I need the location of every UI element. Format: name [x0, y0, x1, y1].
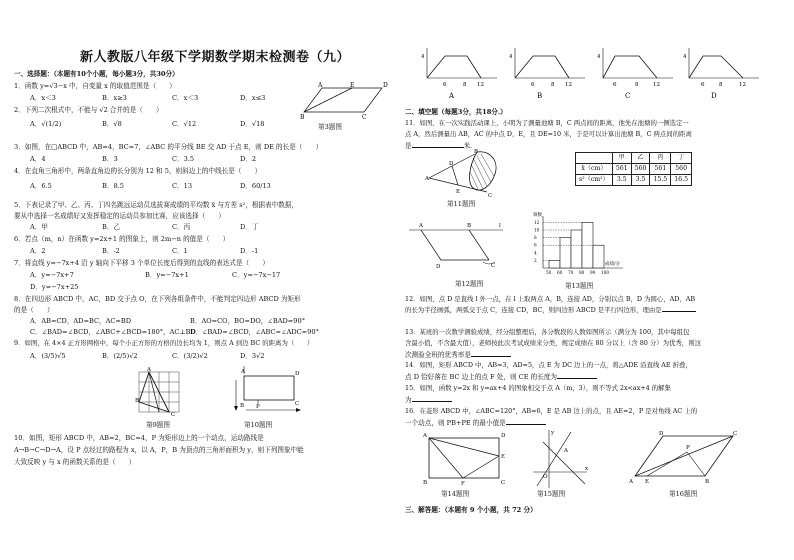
q8-option-c: C．∠BAD=∠BCD，∠ABC+∠BCD=180°，AC⊥BD — [30, 328, 196, 336]
fig14-label-a: A — [423, 433, 427, 439]
q14-answer-blank — [557, 378, 597, 379]
fig14-label-b: B — [423, 480, 428, 486]
q8-stem-line1: 8．在四边形 ABCD 中，AC，BD 交于点 O，在下列各组条件中，不能判定四边形 ABCD 为矩形 — [14, 295, 301, 303]
fig12-label-a: A — [419, 223, 423, 229]
q11-stem-line2: 点 A，然后测量出 AB，AC 的中点 D，E，且 DE=10 米，于是可以计算出池塘 B，C 两点间的距离 — [405, 130, 692, 138]
fig10-label-b: B — [240, 403, 245, 409]
q10-stem-line3: 大致反映 y 与 x 的函数关系的是（ ） — [14, 458, 136, 466]
q5-option-c: C．丙 — [172, 223, 191, 231]
q5-stem-line1: 5．下表记录了甲、乙、丙、丁四名跳远运动员选拔赛成绩的平均数 x̄ 与方差 s²，根据表中数据， — [14, 201, 298, 209]
graph-a-label: A — [449, 92, 455, 100]
fig11-label-a: A — [425, 176, 429, 182]
fig12-label-c: C — [491, 263, 496, 269]
fig15-linear-graphs — [529, 428, 591, 490]
q2-option-c: C．√12 — [172, 120, 197, 128]
hist-x-tick: 80 — [579, 270, 585, 275]
q7-option-d: D．y=−7x+25 — [30, 283, 79, 291]
q10-stem-line2: A→B→C→D→A，设 P 点经过的路程为 x，以 A，P，B 为顶点的三角形面积为 y，则下列图象中能 — [14, 446, 304, 454]
athlete-stats-table — [575, 152, 692, 186]
fig12-label-b: B — [467, 223, 472, 229]
hist-y-tick: 12 — [534, 219, 540, 225]
graph-c-tick-6: 6 — [613, 82, 617, 88]
fig3-label-e: E — [350, 82, 355, 89]
q10-graph-b — [509, 48, 585, 100]
q5-option-b: B．乙 — [102, 223, 121, 231]
hist-y-tick: 6 — [534, 242, 537, 248]
fig14-label-d: D — [501, 433, 506, 439]
q13-stem-line1: 13．某班的一次数学测验成绩，经分组整理后，各分数段的人数如图所示（满分为 100，其中每组包 — [405, 328, 690, 336]
q13-answer-blank — [471, 356, 511, 357]
table-header-cell: 乙 — [631, 153, 650, 164]
q9-option-c: C．(3/2)√2 — [172, 352, 208, 360]
q14-stem-line1: 14．如图，矩形 ABCD 中，AB=3，AD=5，点 E 为 DC 边上的一点，将△ADE 沿直线 AE 折叠， — [405, 361, 692, 369]
q6-stem: 6．若点（m，n）在函数 y=2x+1 的图象上，则 2m−n 的值是（ ） — [14, 235, 230, 243]
hist-y-tick: 10 — [534, 227, 540, 233]
q15-answer-blank — [412, 401, 452, 402]
hist-y-label: 频数 — [533, 213, 542, 218]
hist-bar — [593, 245, 604, 268]
fig3-label-d: D — [383, 82, 388, 89]
graph-d-tick-8: 8 — [719, 82, 723, 88]
fig14-rectangle-fold — [419, 430, 509, 486]
q9-option-b: B．(2/5)√2 — [102, 352, 138, 360]
q12-stem-line1: 12．如图，点 D 是直线 l 外一点，在 l 上取两点 A，B，连接 AD，分别以点 B，D 为圆心，AD，AB — [405, 295, 696, 303]
right-column — [397, 0, 794, 560]
fig11-label-d: D — [449, 161, 454, 167]
table-cell: 560 — [671, 164, 692, 175]
table-cell: 561 — [612, 164, 631, 175]
hist-x-tick: 70 — [568, 270, 574, 275]
q4-stem: 4．在直角三角形中，两条直角边的长分别为 12 和 5，则斜边上的中线长是（ ） — [14, 167, 262, 175]
graph-b-label: B — [537, 92, 543, 100]
fig10-label-p: P — [256, 404, 260, 410]
q4-option-c: C．13 — [172, 182, 193, 190]
q12-answer-blank — [662, 311, 696, 312]
q4-option-a: A．6.5 — [30, 182, 52, 190]
q2-option-a: A．√(1/2) — [30, 120, 62, 128]
fig9-label-c: C — [171, 412, 176, 418]
q11-stem-tail: 米. — [463, 142, 473, 150]
q3-option-d: D．2 — [240, 155, 257, 163]
q1-option-c: C．x＜3 — [172, 94, 199, 102]
table-cell: 560 — [631, 164, 650, 175]
fig12-construction — [407, 218, 507, 270]
fig15-caption: 第15题图 — [537, 490, 566, 498]
table-cell: 16.5 — [671, 175, 692, 186]
q4-option-b: B．8.5 — [102, 182, 124, 190]
q3-stem: 3．如图，在□ABCD 中，AB=4，BC=7，∠ABC 的平分线 BE 交 AD 于点 E，则 DE 的长是（ ） — [14, 143, 323, 151]
table-cell: 561 — [650, 164, 671, 175]
fig3-label-a: A — [318, 82, 323, 89]
hist-bar — [549, 260, 560, 268]
fig3-label-c: C — [362, 114, 367, 121]
fig11-pond — [425, 148, 505, 198]
hist-y-tick: 8 — [534, 235, 537, 241]
fig14-label-f: F — [461, 481, 465, 487]
q12-stem-text: 的长为半径画弧，两弧交于点 C，连接 CD，BC，则四边形 ABCD 是平行四边形，理由是 — [405, 306, 662, 314]
graph-a-ytick: 4 — [421, 54, 425, 60]
q13-stem-text: 次测验全班的优秀率是 — [405, 351, 471, 359]
page-title: 新人教版八年级下学期数学期末检测卷（九） — [80, 50, 351, 65]
q8-option-d: D．∠BAD=∠BCD，∠ABC=∠ADC=90° — [190, 328, 319, 336]
q3-option-a: A．4 — [30, 155, 46, 163]
fig3-caption: 第3题图 — [318, 123, 342, 131]
q2-stem: 2．下列二次根式中，不能与 √2 合并的是（ ） — [14, 106, 163, 114]
graph-c-tick-8: 8 — [635, 82, 639, 88]
fig16-label-d: D — [659, 431, 664, 437]
section2-header: 二、填空题（每题3分，共18分.） — [405, 108, 507, 116]
fig10-rectangle — [232, 364, 304, 422]
fig15-label-a: A — [564, 448, 568, 454]
fig10-label-c: C — [295, 401, 300, 407]
fig14-caption: 第14题图 — [441, 490, 470, 498]
hist-xticks — [546, 270, 609, 275]
q3-option-b: B．3 — [102, 155, 118, 163]
table-row — [576, 164, 692, 175]
q1-option-a: A．x＜3 — [30, 94, 56, 102]
q13-stem-line2: 含最小值，不含最大值），老师按此次考试成绩来分类，规定成绩在 80 分以上（含 80 分）为优秀，则这 — [405, 339, 701, 347]
fig16-label-b: B — [705, 479, 710, 485]
fig9-label-a: A — [147, 367, 151, 373]
q11-stem-head: 是 — [405, 142, 412, 150]
hist-x-tick: 100 — [601, 270, 609, 275]
fig12-label-d: D — [436, 264, 441, 270]
fig11-label-c: C — [488, 193, 493, 199]
table-header-cell: 丙 — [650, 153, 671, 164]
q7-option-b: B．y=−7x+1 — [145, 271, 189, 279]
table-cell: x̄（cm） — [576, 164, 613, 175]
q1-stem: 1．函数 y=√3−x 中，自变量 x 的取值范围是（ ） — [14, 82, 176, 90]
graph-b-tick-8: 8 — [551, 82, 555, 88]
table-row — [576, 175, 692, 186]
q15-stem-text: 为 — [405, 396, 412, 404]
fig14-label-c: C — [501, 480, 506, 486]
q7-option-a: A．y=−7x+7 — [30, 271, 74, 279]
graph-a-tick-12: 12 — [477, 82, 484, 88]
graph-b-ytick: 4 — [509, 54, 513, 60]
graph-b-tick-6: 6 — [531, 82, 535, 88]
graph-c-label: C — [625, 92, 631, 100]
hist-bar — [560, 238, 571, 268]
fig15-label-o: O — [543, 474, 548, 480]
hist-x-tick: 50 — [546, 270, 552, 275]
hist-x-tick: 90 — [590, 270, 596, 275]
fig11-label-e: E — [456, 189, 461, 195]
q8-stem-line2: 的是（ ） — [14, 306, 54, 314]
q5-option-d: D．丁 — [240, 223, 259, 231]
table-cell: 3.5 — [612, 175, 631, 186]
graph-a-tick-8: 8 — [463, 82, 467, 88]
table-header-cell: 丁 — [671, 153, 692, 164]
fig3-label-b: B — [300, 114, 305, 121]
q6-option-b: B．-2 — [102, 247, 120, 255]
q9-stem: 9．如图，在 4×4 正方形网格中，每个小正方形的方格的边长均为 1，则点 A 到边 BC 的距离为（ ） — [14, 339, 314, 347]
q1-option-d: D．x≤3 — [240, 94, 266, 102]
table-header-cell: 甲 — [612, 153, 631, 164]
hist-bars — [543, 222, 604, 268]
q2-option-d: D．√18 — [240, 120, 265, 128]
graph-d-ytick: 4 — [683, 54, 687, 60]
hist-x-label: 成绩/分 — [605, 262, 621, 267]
q8-option-a: A．AB=CD，AD=BC，AC=BD — [30, 317, 132, 325]
graph-c-tick-12: 12 — [653, 82, 660, 88]
q13-stem-line3 — [405, 351, 511, 359]
q16-stem-line1: 16．在菱形 ABCD 中，∠ABC=120°，AB=6，E 是 AB 边上的点，且 AE=2，P 是对角线 AC 上的 — [405, 407, 698, 415]
q7-option-c: C．y=−7x−17 — [232, 271, 281, 279]
q10-graph-c — [597, 48, 673, 100]
q6-option-a: A．2 — [30, 247, 46, 255]
q1-option-b: B．x≥3 — [102, 94, 127, 102]
q15-stem-line1: 15．如图，函数 y=2x 和 y=ax+4 的图象相交于点 A（m，3），则不等式 2x<ax+4 的解集 — [405, 384, 671, 392]
fig15-label-x: x — [585, 466, 589, 472]
q10-graph-a — [421, 48, 497, 100]
q9-option-d: D．3√2 — [240, 352, 265, 360]
q14-stem-line2 — [405, 373, 597, 381]
fig14-label-e: E — [501, 454, 506, 460]
q5-stem-line2: 要从中选择一名成绩好又发挥稳定的运动员参加比赛，应该选择（ ） — [14, 212, 225, 220]
fig16-label-c: C — [733, 431, 738, 437]
fig9-caption: 第9题图 — [146, 421, 170, 429]
graph-d-label: D — [711, 92, 717, 100]
fig13-histogram — [531, 212, 627, 280]
fig16-label-e: E — [645, 479, 650, 485]
fig9-label-b: B — [135, 398, 140, 404]
hist-bar — [571, 230, 582, 268]
section1-header: 一、选择题：（本题有10个小题，每小题3分，共30分） — [14, 70, 179, 78]
q8-option-b: B．AO=CO，BO=DO，∠BAD=90° — [190, 317, 305, 325]
fig12-caption: 第12题图 — [455, 280, 484, 288]
q4-option-d: D．60/13 — [240, 182, 271, 190]
hist-y-tick: 4 — [534, 250, 537, 256]
q5-option-a: A．甲 — [30, 223, 48, 231]
table-header-cell — [576, 153, 613, 164]
fig16-label-a: A — [629, 479, 633, 485]
section3-header: 三、解答题：（本题有 9 个小题，共 72 分） — [405, 506, 537, 514]
fig10-label-d: D — [295, 371, 300, 377]
hist-x-tick: 60 — [557, 270, 563, 275]
table-cell: 15.5 — [650, 175, 671, 186]
fig11-label-b: B — [474, 149, 479, 155]
q3-option-c: C．3.5 — [172, 155, 195, 163]
fig16-label-p: P — [686, 445, 690, 451]
fig11-caption: 第11题图 — [447, 200, 476, 208]
q2-option-b: B．√8 — [102, 120, 122, 128]
graph-d-tick-12: 12 — [739, 82, 746, 88]
q12-stem-line2 — [405, 307, 696, 315]
q6-option-d: D．-1 — [240, 247, 259, 255]
table-cell: 3.5 — [631, 175, 650, 186]
q14-stem-text: 点 D 恰好落在 BC 边上的点 F 处，则 CE 的长度为 — [405, 373, 558, 381]
hist-y-tick: 2 — [534, 257, 537, 263]
q16-stem-text: 一个动点，则 PB+PE 的最小值是 — [405, 419, 506, 427]
fig16-caption: 第16题图 — [669, 490, 698, 498]
hist-yticks — [534, 220, 540, 263]
table-header-row — [576, 153, 692, 164]
table-cell: s²（cm²） — [576, 175, 613, 186]
q10-graph-d — [683, 48, 759, 100]
fig10-caption: 第10题图 — [244, 421, 273, 429]
graph-b-tick-12: 12 — [565, 82, 572, 88]
fig10-label-a: A — [241, 369, 245, 375]
q15-stem-line2 — [405, 396, 452, 404]
graph-c-ytick: 4 — [597, 54, 601, 60]
q10-graphs — [419, 44, 759, 100]
graph-d-tick-6: 6 — [701, 82, 705, 88]
fig12-label-l: l — [499, 223, 501, 229]
q11-stem-line1: 11．如图，在一次实践活动课上，小明为了测量池塘 B，C 两点间的距离，他先在池塘的一侧选定一 — [405, 119, 689, 127]
fig3-parallelogram — [300, 80, 390, 122]
q16-answer-blank — [506, 424, 546, 425]
q7-stem: 7．将直线 y=−7x+4 沿 y 轴向下平移 3 个单位长度后得到的直线的表达式是（ ） — [14, 259, 269, 267]
q16-stem-line2 — [405, 419, 546, 427]
fig15-label-y: y — [551, 430, 555, 436]
q6-option-c: C．1 — [172, 247, 188, 255]
graph-a-tick-6: 6 — [443, 82, 447, 88]
q10-stem-line1: 10．如图，矩形 ABCD 中，AB=2，BC=4，P 为矩形边上的一个动点，运动路线是 — [14, 434, 264, 442]
fig9-grid — [135, 368, 185, 418]
q9-option-a: A．(3/5)√5 — [30, 352, 66, 360]
fig16-rhombus — [629, 432, 741, 484]
fig13-caption: 第13题图 — [565, 282, 594, 290]
